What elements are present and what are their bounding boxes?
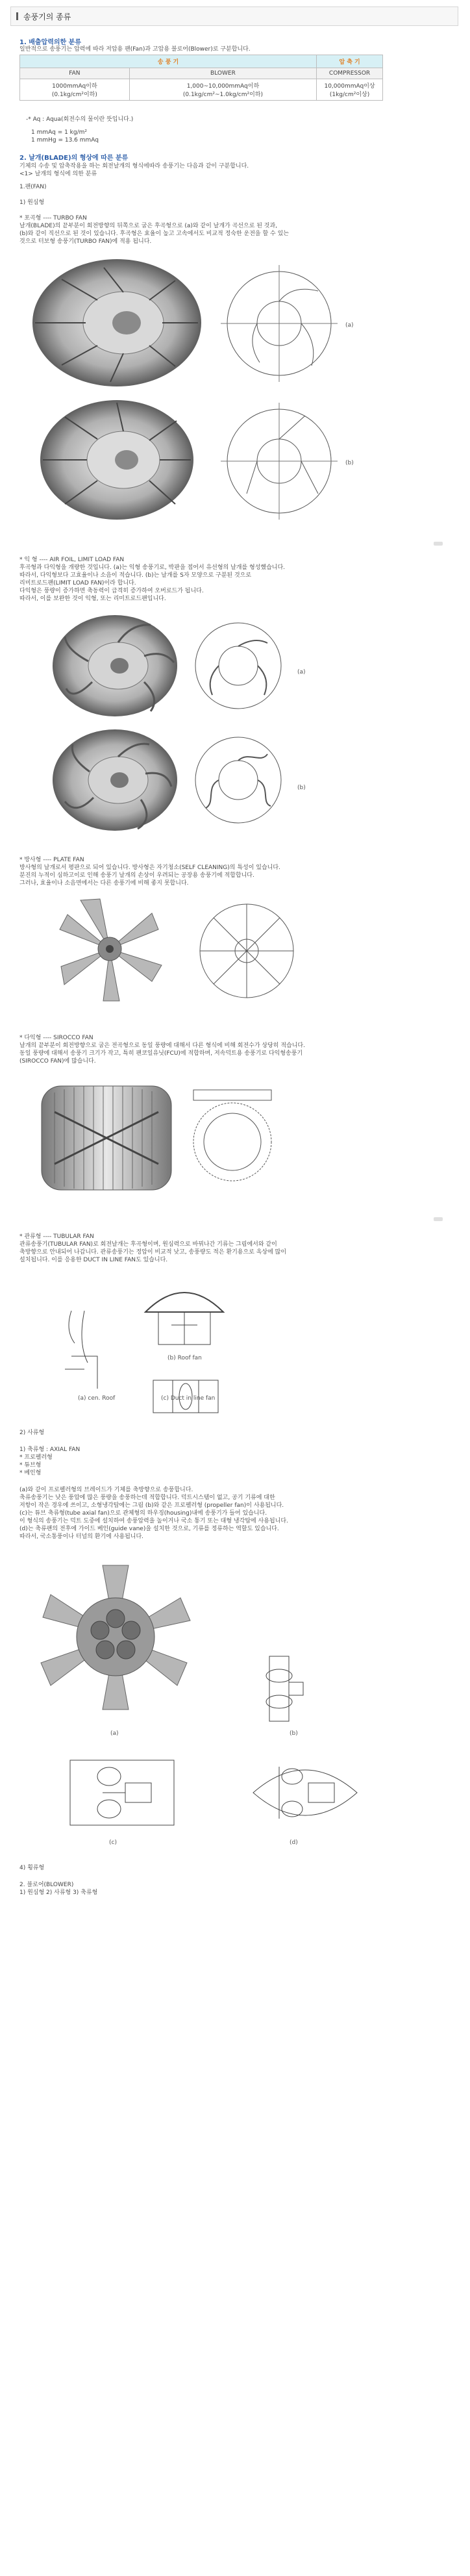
turbo-line-3: 것으로 터보형 송풍기(TURBO FAN)에 적용 됩니다. bbox=[19, 238, 152, 245]
turbo-line-1: 날개(BLADE)의 끝부분이 회전방향의 뒤쪽으로 굽은 후곡형으로 (a)와 같이 날개가 곡선으로 된 것과, bbox=[19, 223, 278, 229]
airfoil-label-a: (a) bbox=[297, 669, 306, 676]
vane-axial-diagram-d bbox=[247, 1754, 364, 1832]
fan-heading: 1.팬(FAN) bbox=[19, 184, 47, 190]
page-title: 송풍기의 종류 bbox=[23, 12, 71, 21]
plate-line-2: 분진의 누적이 심하고이로 인해 송풍기 날개의 손상이 우려되는 공장용 송풍기에 적합합니다. bbox=[19, 872, 254, 879]
turbo-label-a: (a) bbox=[345, 322, 354, 329]
blower-heading: 2. 블로어(BLOWER) bbox=[19, 1882, 74, 1888]
duct-in-line-label: (c) Duct in line fan bbox=[161, 1395, 216, 1402]
airfoil-line-3: 리미트로드팬(LIMIT LOAD FAN)이라 합니다. bbox=[19, 580, 136, 587]
airfoil-line-2: 따라서, 다익형보다 고효율이나 소음이 적습니다. (b)는 날개를 S자 모양으로 구분된 것으로 bbox=[19, 572, 252, 579]
tube-axial-diagram-c bbox=[64, 1754, 180, 1832]
axial-impeller-a-image bbox=[31, 1559, 200, 1715]
table-group-compressor: 압 축 기 bbox=[317, 55, 383, 68]
unit-line-1: 1 mmAq = 1 kg/m² bbox=[31, 129, 88, 136]
table-col-fan: FAN bbox=[20, 68, 130, 79]
turbo-impeller-a-image bbox=[26, 255, 208, 391]
tubular-line-2: 축방향으로 안내되어 나갑니다. 관류송풍기는 정압이 비교적 낮고, 송풍량도 적은 환기용으로 옥상에 많이 bbox=[19, 1249, 287, 1256]
table-cell: 1,000~10,000mmAq이하 (0.1kg/cm²~1.0kg/cm²이하) bbox=[129, 79, 316, 101]
turbo-line-2: (b)와 같이 직선으로 된 것이 있습니다. 후곡형은 효율이 높고 고속에서도 비교적 정숙한 운전을 할 수 있는 bbox=[19, 231, 289, 237]
axial-item-2: * 튜브형 bbox=[19, 1462, 42, 1469]
axial-line-5: 이 형식의 송풍기는 덕트 도중에 설치하여 송풍압력을 높이거나 국소 통기 또는 대형 냉각탑에 사용됩니다. bbox=[19, 1518, 288, 1524]
table-cell: 1000mmAq이하 (0.1kg/cm²이하) bbox=[20, 79, 130, 101]
axial-label-b: (b) bbox=[290, 1730, 298, 1737]
axial-section-heading: 2) 사류형 bbox=[19, 1430, 45, 1436]
airfoil-diagram-b bbox=[190, 731, 287, 829]
airfoil-line-1: 후곡형과 다익형을 개량한 것입니다. (a)는 익형 송풍기로, 박판을 접어서 유선형의 날개를 형성했습니다. bbox=[19, 564, 286, 571]
turbo-title: * 포곡형 ---- TURBO FAN bbox=[19, 215, 87, 221]
tubular-title: * 관류형 ---- TUBULAR FAN bbox=[19, 1233, 94, 1240]
radial-heading: 1) 원심형 bbox=[19, 199, 45, 206]
turbo-label-b: (b) bbox=[345, 460, 354, 466]
airfoil-impeller-a-image bbox=[47, 611, 183, 721]
blower-types: 1) 원심형 2) 사류형 3) 축류형 bbox=[19, 1889, 98, 1896]
axial-label-a: (a) bbox=[110, 1730, 119, 1737]
section-2-heading: 2. 날개(BLADE)의 형상에 따른 분류 bbox=[19, 155, 129, 162]
axial-item-0: 1) 축류형 : AXIAL FAN bbox=[19, 1446, 80, 1453]
tubular-line-3: 설치됩니다. 이를 응용한 DUCT IN LINE FAN도 있습니다. bbox=[19, 1257, 168, 1263]
axial-line-6: (d)는 축류팬의 전후에 가이드 베인(guide vane)을 설치한 것으로, 기류를 정류하는 역할도 있습니다. bbox=[19, 1526, 279, 1532]
airfoil-label-b: (b) bbox=[297, 785, 306, 791]
more-icon[interactable] bbox=[434, 542, 443, 546]
axial-line-4: (c)는 튜브 축류형(tube axial fan)으로 관체형의 하우징(housing)내에 송풍기가 들어 있습니다. bbox=[19, 1510, 267, 1517]
airfoil-line-5: 따라서, 이를 보완한 것이 익형, 또는 리미트로드팬입니다. bbox=[19, 596, 166, 602]
airfoil-diagram-a bbox=[190, 617, 287, 714]
sirocco-line-2: 동일 풍량에 대해서 송풍기 크기가 작고, 특히 팬코일유닛(FCU)에 적합하며, 저속덕트용 송풍기로 다익형송풍기 bbox=[19, 1050, 303, 1057]
plate-title: * 방사형 ---- PLATE FAN bbox=[19, 857, 84, 863]
tubular-line-1: 관류송풍기(TUBULAR FAN)로 회전날개는 후곡형이며, 원심력으로 바꿔나간 기류는 그림에서와 같이 bbox=[19, 1241, 277, 1248]
turbo-impeller-b-image bbox=[26, 395, 208, 525]
table-col-compressor: COMPRESSOR bbox=[317, 68, 383, 79]
more-icon[interactable] bbox=[434, 1217, 443, 1221]
roof-fan-label: (b) Roof fan bbox=[167, 1355, 202, 1361]
pressure-table bbox=[19, 55, 383, 101]
page-header bbox=[10, 6, 458, 26]
axial-line-1: (a)와 같이 프로펠러형의 브레이드가 기체를 축방향으로 송풍합니다. bbox=[19, 1487, 193, 1493]
cross-flow-heading: 4) 횡류형 bbox=[19, 1865, 45, 1871]
sirocco-line-1: 날개의 끝부분이 회전방향으로 굽은 전곡형으로 동일 풍량에 대해서 다른 형식에 비해 회전수가 상당히 적습니다. bbox=[19, 1042, 305, 1049]
airfoil-impeller-b-image bbox=[47, 725, 183, 835]
cen-roof-diagram bbox=[58, 1304, 110, 1395]
section-1-heading: 1. 배출압력의한 분류 bbox=[19, 39, 81, 46]
table-cell: 10,000mmAq이상 (1kg/cm²이상) bbox=[317, 79, 383, 101]
header-bar bbox=[16, 12, 18, 20]
axial-line-7: 따라서, 국소통풍이나 터널의 환기에 사용됩니다. bbox=[19, 1534, 144, 1540]
aq-note: -* Aq : Aqua(회전수의 물이란 뜻입니다.) bbox=[26, 116, 134, 123]
sirocco-line-3: (SIROCCO FAN)에 많습니다. bbox=[19, 1058, 96, 1065]
section-1-desc: 일반적으로 송풍기는 압력에 따라 저압용 팬(Fan)과 고압용 블로어(Blower)로 구분합니다. bbox=[19, 46, 251, 53]
turbo-diagram-b bbox=[221, 403, 338, 520]
roof-fan-diagram bbox=[139, 1273, 230, 1351]
table-col-blower: BLOWER bbox=[129, 68, 316, 79]
unit-line-2: 1 mmHg = 13.6 mmAq bbox=[31, 137, 99, 144]
turbo-diagram-a bbox=[221, 265, 338, 382]
airfoil-title: * 익 형 ---- AIR FOIL, LIMIT LOAD FAN bbox=[19, 557, 125, 563]
section-2-sub: <1> 날개의 형식에 의한 분류 bbox=[19, 171, 97, 177]
plate-line-3: 그러나, 효율이나 소음면에서는 다른 송풍기에 비해 좋지 못합니다. bbox=[19, 880, 189, 887]
axial-line-2: 축류송풍기는 낮은 풍압에 많은 풍량을 송풍하는데 적합합니다. 덕트시스템이 없고, 공기 기류에 대한 bbox=[19, 1495, 275, 1501]
table-group-fan-blower: 송 풍 기 bbox=[20, 55, 317, 68]
axial-item-1: * 프로펠러형 bbox=[19, 1454, 53, 1461]
plate-line-1: 방사형의 날개로서 평판으로 되어 있습니다. 방사형은 자기청소(SELF CLEANING)의 특성이 있습니다. bbox=[19, 865, 280, 871]
cen-roof-label: (a) cen. Roof bbox=[78, 1395, 116, 1402]
sirocco-title: * 다익형 ---- SIROCCO FAN bbox=[19, 1035, 93, 1041]
axial-diagram-b bbox=[240, 1650, 318, 1728]
sirocco-diagram bbox=[187, 1083, 278, 1194]
axial-line-3: 저항이 작은 경우에 쓰이고, 소형냉각탑에는 그림 (b)와 같은 프로펠러형 (propeller fan)이 사용됩니다. bbox=[19, 1502, 284, 1509]
axial-label-d: (d) bbox=[290, 1839, 298, 1846]
airfoil-line-4: 다익형은 풍량이 증가하면 축동력이 급격히 증가하여 오버로드가 됩니다. bbox=[19, 588, 204, 594]
plate-diagram bbox=[195, 899, 299, 1003]
axial-label-c: (c) bbox=[109, 1839, 117, 1846]
plate-impeller-image bbox=[55, 894, 165, 1004]
sirocco-impeller-image bbox=[29, 1073, 184, 1203]
axial-item-3: * 베인형 bbox=[19, 1470, 42, 1476]
section-2-desc: 기체의 수송 및 압축작용을 하는 회전날개의 형식에따라 송풍기는 다음과 같이 구분합니다. bbox=[19, 163, 249, 170]
